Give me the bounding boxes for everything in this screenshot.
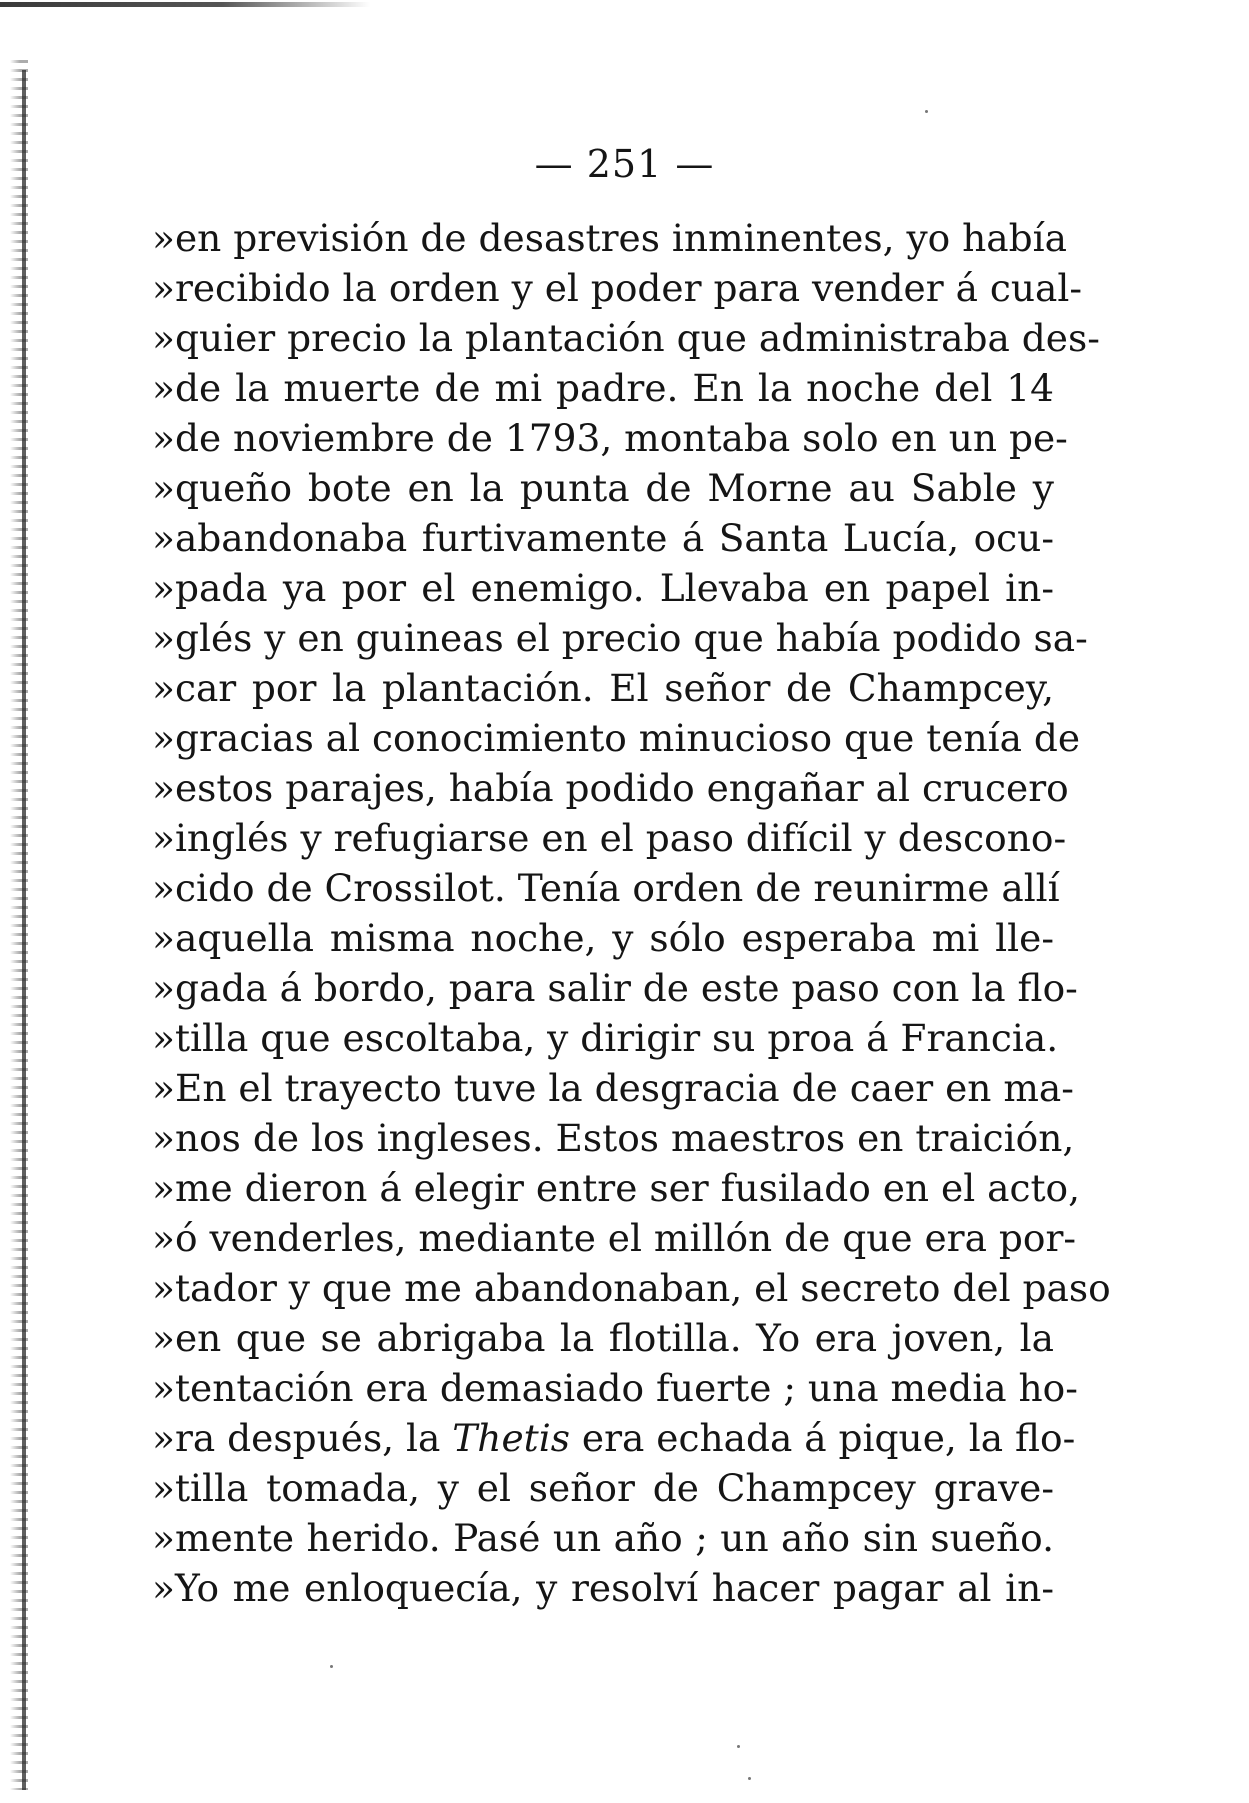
text-line: »tilla que escoltaba, y dirigir su proa á Francia. [152, 1016, 1059, 1060]
paper-speck [925, 110, 928, 113]
italic-title-thetis: Thetis [452, 1416, 570, 1460]
binding-edge-line [22, 70, 26, 1790]
text-line: »aquella misma noche, y sólo esperaba mi lle- [152, 916, 1054, 960]
text-segment: era echada á pique, la flo- [569, 1416, 1076, 1460]
paper-speck [330, 1665, 333, 1668]
paper-speck [748, 1777, 751, 1780]
text-line: »abandonaba furtivamente á Santa Lucía, ocu- [152, 516, 1054, 560]
text-line: »En el trayecto tuve la desgracia de caer en ma- [152, 1066, 1074, 1110]
text-line: »tilla tomada, y el señor de Champcey grave- [152, 1466, 1054, 1510]
text-line-italic-title [152, 1413, 1076, 1463]
text-line: »inglés y refugiarse en el paso difícil y descono- [152, 816, 1067, 860]
text-line: »de noviembre de 1793, montaba solo en un pe- [152, 416, 1068, 460]
text-line: »me dieron á elegir entre ser fusilado en el acto, [152, 1166, 1081, 1210]
text-line: »Yo me enloquecía, y resolví hacer pagar al in- [152, 1566, 1054, 1610]
text-line: »queño bote en la punta de Morne au Sable y [152, 466, 1054, 510]
text-line: »gada á bordo, para salir de este paso con la flo- [152, 966, 1078, 1010]
text-line: »cido de Crossilot. Tenía orden de reunirme allí [152, 866, 1060, 910]
text-line: »nos de los ingleses. Estos maestros en traición, [152, 1116, 1075, 1160]
text-line: »quier precio la plantación que administraba des- [152, 316, 1100, 360]
page-number: — 251 — [534, 142, 715, 186]
text-line: »estos parajes, había podido engañar al crucero [152, 766, 1069, 810]
text-segment: »ra después, la [152, 1416, 441, 1460]
text-line: »pada ya por el enemigo. Llevaba en papel in- [152, 566, 1054, 610]
text-line: »glés y en guineas el precio que había podido sa- [152, 616, 1088, 660]
text-line: »en que se abrigaba la flotilla. Yo era joven, la [152, 1316, 1054, 1360]
body-text [152, 213, 1111, 1613]
text-line: »car por la plantación. El señor de Champcey, [152, 666, 1054, 710]
text-line: »tador y que me abandonaban, el secreto del paso [152, 1266, 1111, 1310]
paper-speck [737, 1745, 740, 1748]
text-line: »recibido la orden y el poder para vender á cual- [152, 266, 1083, 310]
text-line: »mente herido. Pasé un año ; un año sin sueño. [152, 1516, 1054, 1560]
text-line: »ó venderles, mediante el millón de que era por- [152, 1216, 1077, 1260]
top-edge-rule [0, 2, 370, 7]
text-line: »tentación era demasiado fuerte ; una media ho- [152, 1366, 1078, 1410]
text-line: »en previsión de desastres inminentes, yo había [152, 216, 1067, 260]
text-line: »gracias al conocimiento minucioso que tenía de [152, 716, 1081, 760]
text-line: »de la muerte de mi padre. En la noche del 14 [152, 366, 1054, 410]
